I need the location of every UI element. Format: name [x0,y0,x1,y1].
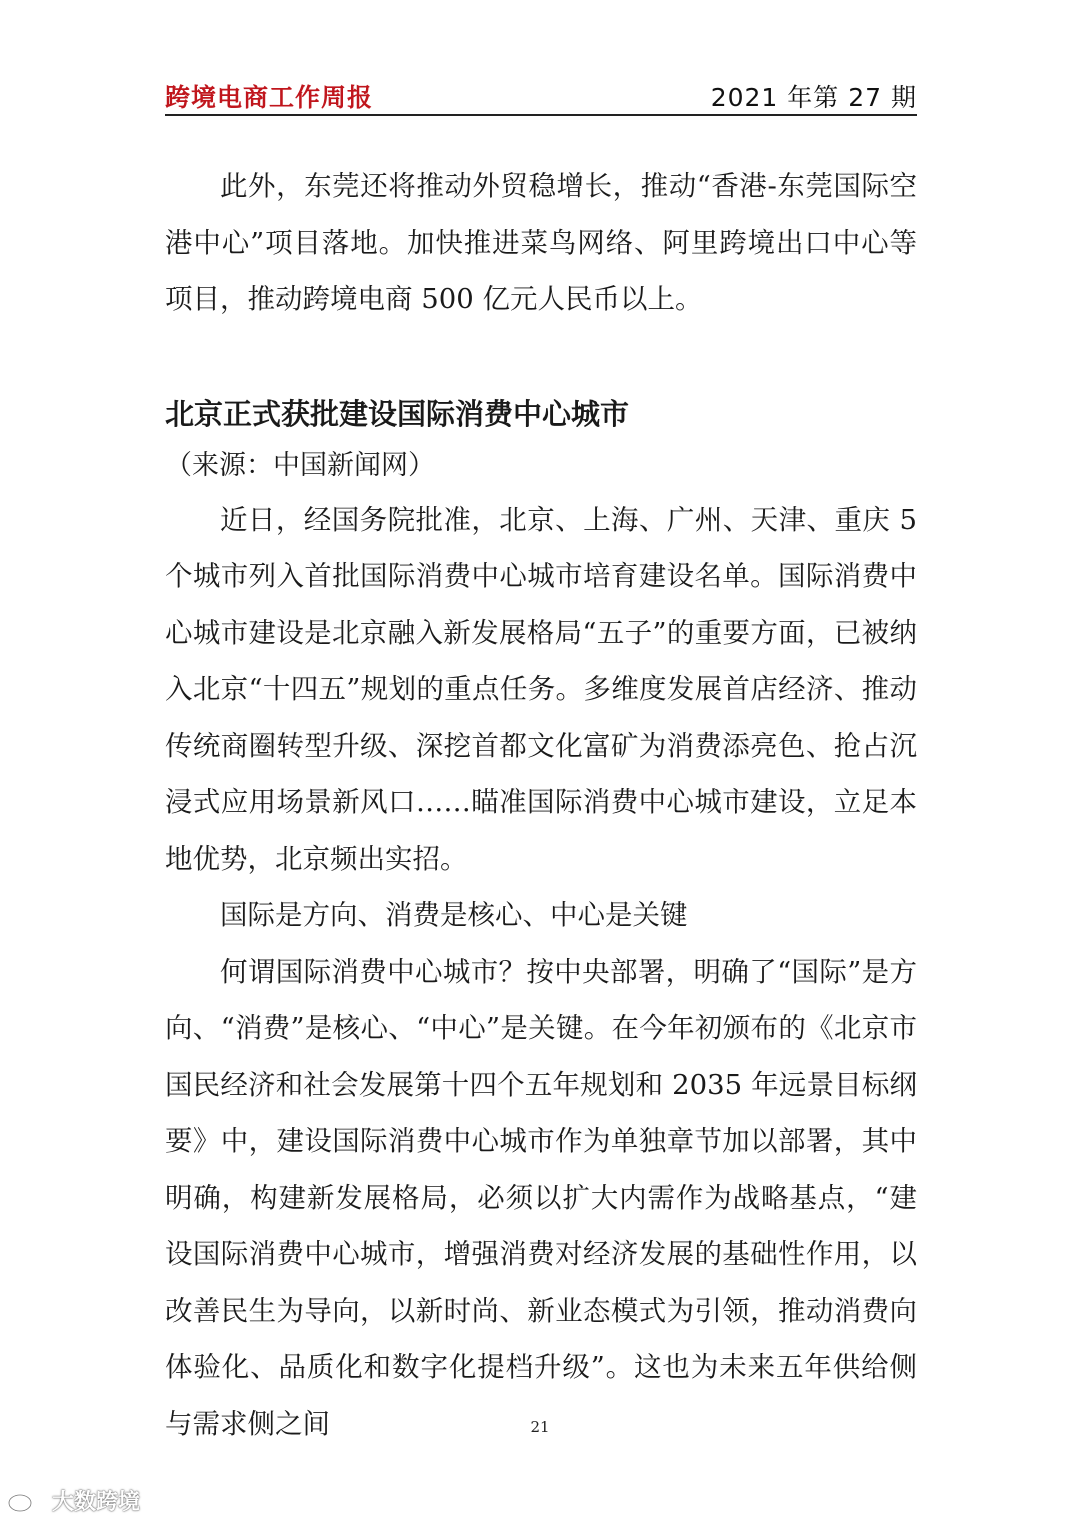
publication-title: 跨境电商工作周报 [165,83,374,112]
article-title: 北京正式获批建设国际消费中心城市 [165,396,630,431]
page-content [165,158,917,1452]
article-paragraph: 近日，经国务院批准，北京、上海、广州、天津、重庆 5 个城市列入首批国际消费中心城市培育建设名单。国际消费中心城市建设是北京融入新发展格局“五子”的重要方面，已被纳入北京“十四五”规划的重点任务。多维度发展首店经济、推动传统商圈转型升级、深挖首都文化富矿为消费添亮色、抢占沉浸式应用场景新风口……瞄准国际消费中心城市建设，立足本地优势，北京频出实招。 [165,503,917,875]
page-number: 21 [530,1418,550,1436]
article-subheading: 国际是方向、消费是核心、中心是关键 [220,899,688,931]
watermark-text: 大数跨境 [52,1489,141,1515]
intro-paragraph: 此外，东莞还将推动外贸稳增长，推动“香港-东莞国际空港中心”项目落地。加快推进菜鸟网络、阿里跨境出口中心等项目，推动跨境电商 500 亿元人民币以上。 [165,170,917,315]
issue-number: 2021 年第 27 期 [710,83,917,112]
watermark [6,1486,140,1514]
section-gap [165,328,917,388]
article-paragraph: 何谓国际消费中心城市？按中央部署，明确了“国际”是方向、“消费”是核心、“中心”是关键。在今年初颁布的《北京市国民经济和社会发展第十四个五年规划和 2035 年远景目标纲要》中，建设国际消费中心城市作为单独章节加以部署，其中明确，构建新发展格局，必须以扩大内需作为战略基点，“建设国际消费中心城市，增强消费对经济发展的基础性作用，以改善民生为导向，以新时尚、新业态模式为引领，推动消费向体验化、品质化和数字化提档升级”。这也为未来五年供给侧与需求侧之间 [165,955,917,1440]
weibo-logo-icon [6,1487,46,1513]
article-source: （来源：中国新闻网） [165,449,435,481]
page-header [165,74,917,116]
